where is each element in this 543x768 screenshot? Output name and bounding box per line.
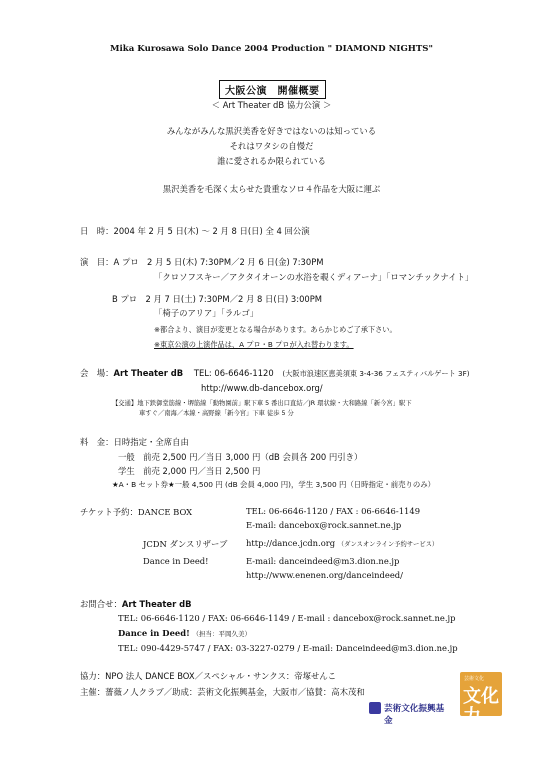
contact-org2-header <box>118 628 251 638</box>
venue-address: (大阪市浪速区恵美須東 3-4-36 フェスティバルゲート 3F) <box>282 369 470 378</box>
contact-org1-details: TEL: 06-6646-1120 / FAX: 06-6646-1149 / E-mail : dancebox@rock.sannet.ne.jp <box>118 613 456 623</box>
venue-access: 【交通】地下鉄御堂筋線・堺筋線「動物園前」駅下車 5 番出口直結／JR 環状線・大和路線「新今宮」駅下 <box>112 400 412 407</box>
fee-header: 料 金：日時指定・全席自由 <box>80 437 189 447</box>
fee-student: 学生 前売 2,000 円／当日 2,500 円 <box>118 466 261 476</box>
jcdn-line <box>246 538 438 548</box>
did-name: Dance in Deed! <box>143 556 209 566</box>
jcdn-name: JCDN ダンスリザーブ <box>143 539 228 549</box>
bunkaryoku-logo-text: 文化力 <box>463 686 499 727</box>
venue-url[interactable]: http://www.db-dancebox.org/ <box>201 383 323 393</box>
fee-general: 一般 前売 2,500 円／当日 3,000 円（dB 会員各 200 円引き） <box>118 452 363 462</box>
intro-line: それはワタシの自慢だ <box>229 141 314 151</box>
boxed-section-title: 大阪公演 開催概要 <box>219 80 326 99</box>
fee-set-ticket: ★A・B セット券★一般 4,500 円 (dB 会員 4,000 円)，学生 3,500 円（日時指定・前売りのみ） <box>112 480 436 489</box>
contact-org2: Dance in Deed! <box>118 628 190 638</box>
arts-fund-logo-text: 芸術文化振興基金 <box>384 704 445 726</box>
program-b-line: B プロ 2 月 7 日(土) 7:30PM／2 月 8 日(日) 3:00PM <box>112 294 323 304</box>
subtitle: ＜ Art Theater dB 協力公演 ＞ <box>211 100 332 110</box>
contact-label: お問合せ： <box>80 599 122 609</box>
intro-line: 黒沢美香を毛深く太らせた貴重なソロ４作品を大阪に運ぶ <box>162 184 381 194</box>
did-email[interactable]: E-mail: danceindeed@m3.dion.ne.jp <box>246 556 400 566</box>
bunkaryoku-logo <box>460 672 502 727</box>
arts-fund-logo <box>369 702 447 726</box>
jcdn-note: （ダンスオンライン予約サービス） <box>337 541 439 548</box>
credits-line: 協力：NPO 法人 DANCE BOX／スペシャル・サンクス：帝塚せんこ <box>80 671 337 681</box>
program-b-titles: 「椅子のアリア」「ラルゴ」 <box>154 308 259 318</box>
dancebox-email[interactable]: E-mail: dancebox@rock.sannet.ne.jp <box>246 520 402 530</box>
dates-line: 日 時：2004 年 2 月 5 日(木) 〜 2 月 8 日(日) 全 4 回公演 <box>80 226 310 236</box>
program-note: ※都合より、演目が変更となる場合があります。あらかじめご了承下さい。 <box>154 325 397 334</box>
program-a-line: 演 目：A プロ 2 月 5 日(木) 7:30PM／2 月 6 日(金) 7:30PM <box>80 257 324 267</box>
venue-label: 会 場： <box>80 368 114 378</box>
arts-fund-mark-icon <box>369 702 381 714</box>
venue-name: Art Theater dB <box>113 368 184 378</box>
jcdn-url[interactable]: http://dance.jcdn.org <box>246 538 336 548</box>
did-url[interactable]: http://www.enenen.org/danceindeed/ <box>246 570 403 580</box>
venue-line <box>80 367 470 379</box>
document-title: Mika Kurosawa Solo Dance 2004 Production " DIAMOND NIGHTS" <box>110 44 433 54</box>
intro-line: みんながみんな黒沢美香を好きではないのは知っている <box>166 126 377 136</box>
contact-header <box>80 598 192 610</box>
credits-line: 主催：薔薇ノ人クラブ／助成：芸術文化振興基金，大阪市／協賛：高木茂和 <box>80 687 365 697</box>
contact-org2-details: TEL: 090-4429-5747 / FAX: 03-3227-0279 / E-mail: Danceindeed@m3.dion.ne.jp <box>118 643 458 653</box>
program-a-titles: 「クロソフスキー／アクタイオーンの水浴を覗くディアーナ」「ロマンチックナイト」 <box>154 272 474 282</box>
contact-org2-person: （担当：平岡久美） <box>192 630 251 638</box>
program-note-underlined: ※東京公演の上演作品は、A プロ・B プロが入れ替わります。 <box>154 340 354 349</box>
bunkaryoku-logo-subtext: 芸術文化 <box>464 676 485 682</box>
venue-tel: TEL: 06-6646-1120 <box>193 368 274 378</box>
dancebox-tel: TEL: 06-6646-1120 / FAX : 06-6646-1149 <box>246 506 421 516</box>
contact-org1: Art Theater dB <box>121 599 192 609</box>
venue-access: 車すぐ／南海／本線・高野線「新今宮」下車 徒歩 5 分 <box>139 410 294 417</box>
intro-line: 誰に愛されるか限られている <box>217 156 326 166</box>
ticket-label: チケット予約：DANCE BOX <box>80 507 193 517</box>
